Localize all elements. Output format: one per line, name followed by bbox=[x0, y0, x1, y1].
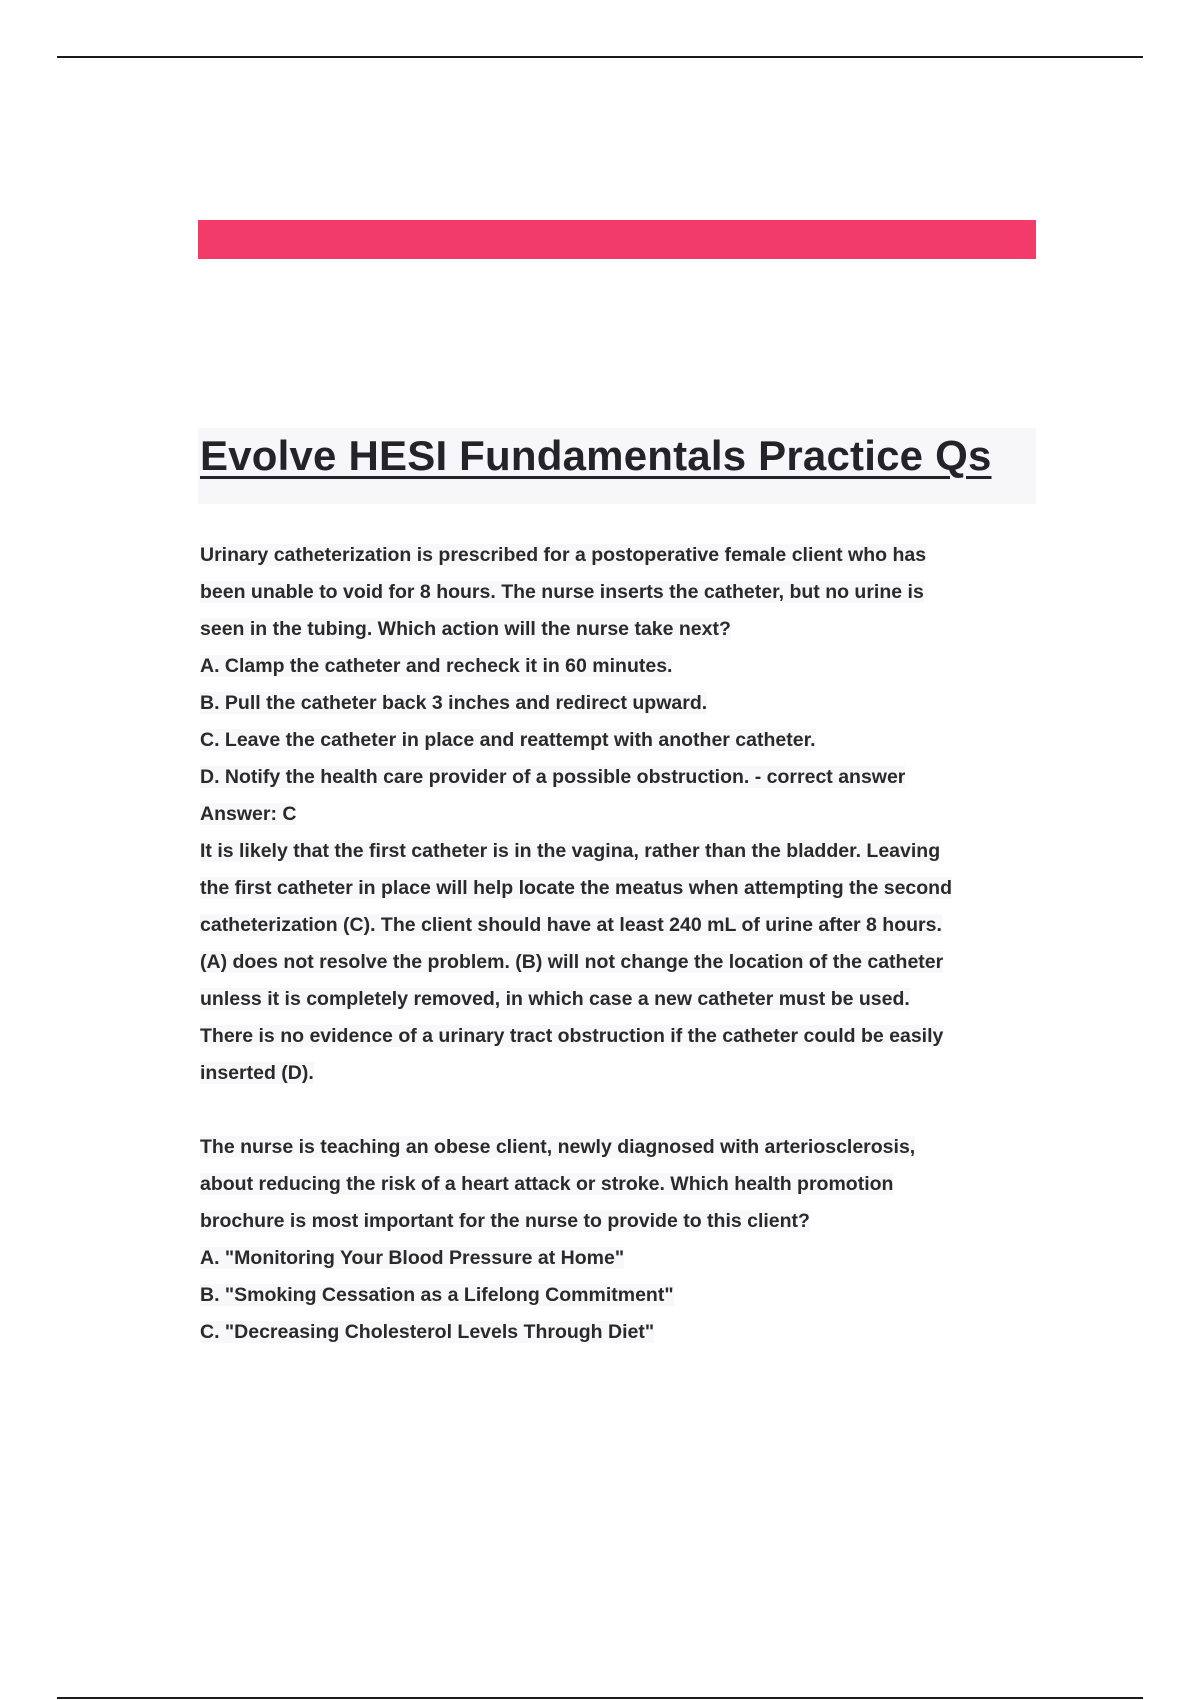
question-stem-line: brochure is most important for the nurse to provide to this client? bbox=[200, 1210, 810, 1232]
question-stem-line: been unable to void for 8 hours. The nurse inserts the catheter, but no urine is bbox=[200, 581, 924, 603]
rationale-line: (A) does not resolve the problem. (B) will not change the location of the catheter bbox=[200, 951, 944, 973]
answer-option: B. "Smoking Cessation as a Lifelong Commitment" bbox=[200, 1284, 674, 1306]
rationale-line: the first catheter in place will help locate the meatus when attempting the second bbox=[200, 877, 952, 899]
rationale-line: It is likely that the first catheter is in the vagina, rather than the bladder. Leaving bbox=[200, 840, 941, 862]
answer-option: C. Leave the catheter in place and reattempt with another catheter. bbox=[200, 729, 816, 751]
answer-option: D. Notify the health care provider of a possible obstruction. - correct answer bbox=[200, 766, 906, 788]
bottom-divider bbox=[57, 1697, 1143, 1699]
document-body bbox=[200, 537, 1060, 1351]
rationale-line: catheterization (C). The client should have at least 240 mL of urine after 8 hours. bbox=[200, 914, 942, 936]
rationale-line: inserted (D). bbox=[200, 1062, 314, 1084]
title-block bbox=[198, 428, 1036, 504]
answer-option: A. "Monitoring Your Blood Pressure at Home" bbox=[200, 1247, 625, 1269]
question-stem-line: about reducing the risk of a heart attack or stroke. Which health promotion bbox=[200, 1173, 894, 1195]
question-1 bbox=[200, 537, 1060, 1092]
question-stem-line: Urinary catheterization is prescribed for a postoperative female client who has bbox=[200, 544, 927, 566]
question-2 bbox=[200, 1129, 1060, 1351]
spacer bbox=[200, 1092, 1060, 1129]
rationale-line: There is no evidence of a urinary tract obstruction if the catheter could be easily bbox=[200, 1025, 944, 1047]
question-stem-line: The nurse is teaching an obese client, newly diagnosed with arteriosclerosis, bbox=[200, 1136, 916, 1158]
answer-option: B. Pull the catheter back 3 inches and redirect upward. bbox=[200, 692, 708, 714]
answer-option: A. Clamp the catheter and recheck it in 60 minutes. bbox=[200, 655, 673, 677]
header-banner bbox=[198, 220, 1036, 259]
answer-option: C. "Decreasing Cholesterol Levels Through Diet" bbox=[200, 1321, 655, 1343]
top-divider bbox=[57, 56, 1143, 58]
question-stem-line: seen in the tubing. Which action will the nurse take next? bbox=[200, 618, 731, 640]
document-title: Evolve HESI Fundamentals Practice Qs bbox=[200, 432, 992, 479]
correct-answer: Answer: C bbox=[200, 803, 297, 825]
rationale-line: unless it is completely removed, in which case a new catheter must be used. bbox=[200, 988, 910, 1010]
